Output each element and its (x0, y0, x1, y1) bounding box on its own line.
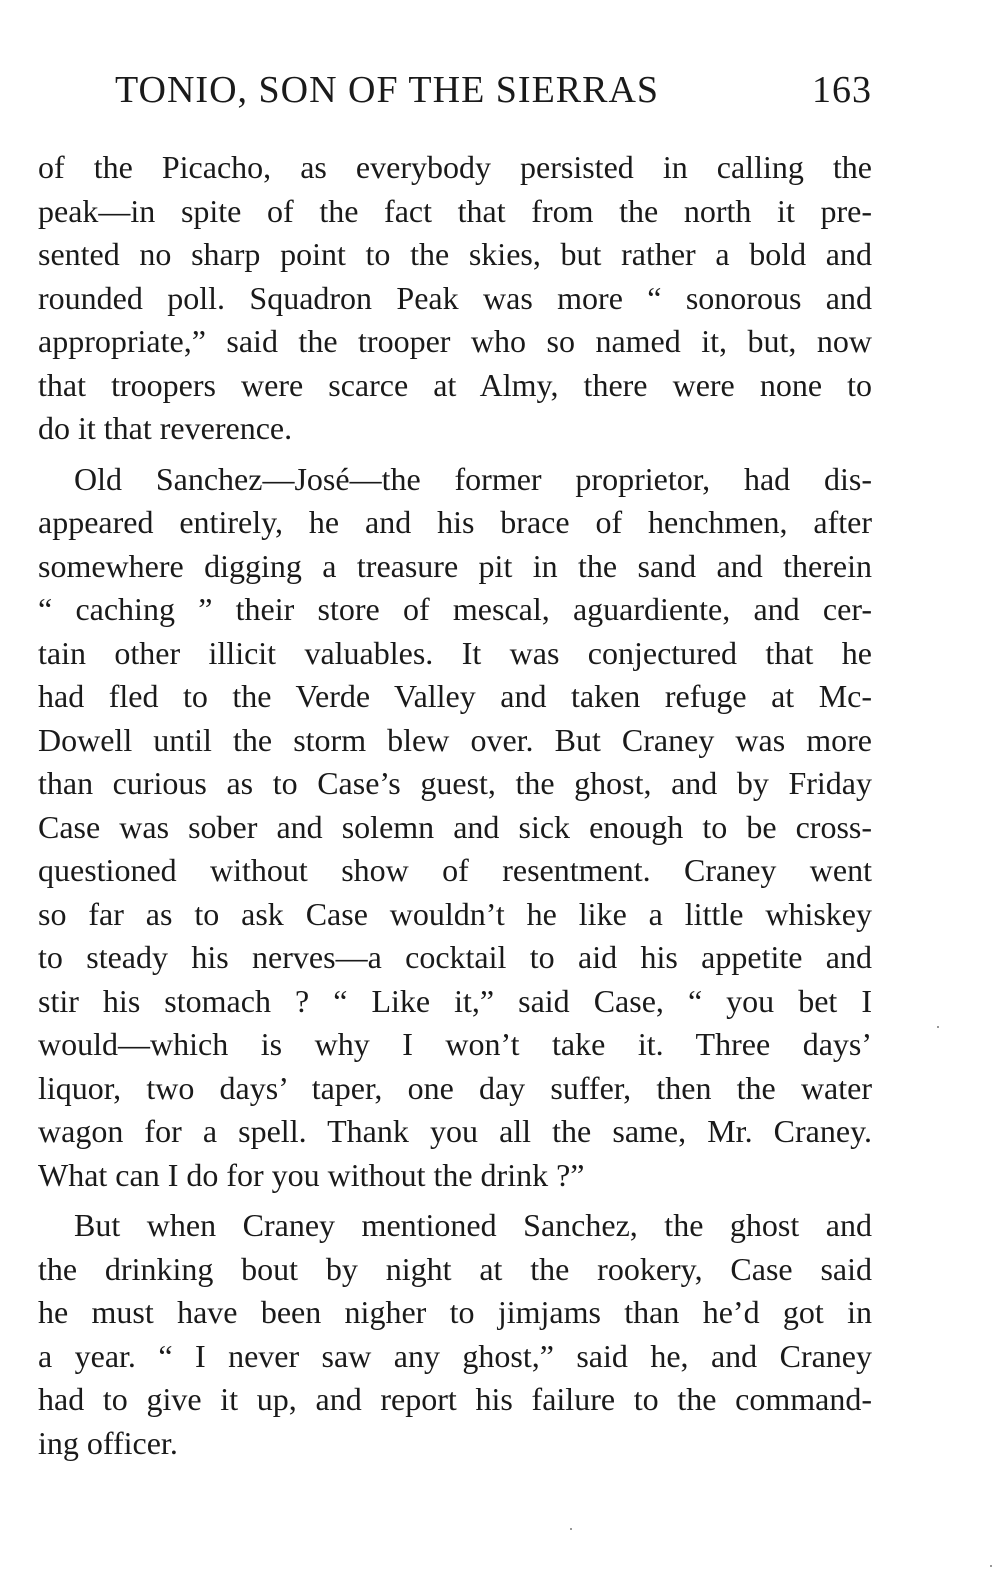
text-line: would—which is why I won’t take it. Three days’ (38, 1026, 872, 1062)
text-line: had fled to the Verde Valley and taken refuge at Mc- (38, 678, 872, 714)
text-line: questioned without show of resentment. Craney went (38, 852, 872, 888)
page-number: 163 (812, 69, 872, 111)
body-text (38, 146, 872, 1472)
text-line: appeared entirely, he and his brace of henchmen, after (38, 504, 872, 540)
paragraph (38, 1204, 872, 1465)
text-line: somewhere digging a treasure pit in the sand and therein (38, 547, 872, 584)
text-line: stir his stomach ? “ Like it,” said Case, “ you bet I (38, 982, 872, 1019)
text-line: wagon for a spell. Thank you all the same, Mr. Craney. (38, 1113, 872, 1149)
text-line: tain other illicit valuables. It was conjectured that he (38, 634, 872, 671)
paragraph (38, 146, 872, 451)
text-line: rounded poll. Squadron Peak was more “ sonorous and (38, 279, 872, 316)
text-line: ing officer. (38, 1424, 178, 1461)
text-line: of the Picacho, as everybody persisted in calling the (38, 149, 872, 185)
text-line: peak—in spite of the fact that from the north it pre- (38, 192, 872, 229)
scan-speck (990, 1565, 992, 1567)
scan-speck (570, 1528, 572, 1530)
text-line: What can I do for you without the drink ?” (38, 1156, 585, 1193)
text-line: Old Sanchez—José—the former proprietor, had dis- (74, 460, 872, 497)
text-line: had to give it up, and report his failure to the command- (38, 1381, 872, 1417)
text-line: But when Craney mentioned Sanchez, the ghost and (74, 1207, 872, 1243)
text-line: a year. “ I never saw any ghost,” said he, and Craney (38, 1337, 872, 1374)
running-title: TONIO, SON OF THE SIERRAS (115, 69, 660, 111)
text-line: “ caching ” their store of mescal, aguardiente, and cer- (38, 591, 872, 627)
text-line: do it that reverence. (38, 410, 293, 446)
text-line: than curious as to Case’s guest, the ghost, and by Friday (38, 765, 872, 801)
text-line: Case was sober and solemn and sick enough to be cross- (38, 808, 872, 845)
text-line: Dowell until the storm blew over. But Craney was more (38, 721, 872, 758)
running-head (115, 66, 872, 114)
text-line: appropriate,” said the trooper who so named it, but, now (38, 323, 872, 359)
text-line: so far as to ask Case wouldn’t he like a little whiskey (38, 895, 872, 932)
paragraph (38, 458, 872, 1198)
text-line: that troopers were scarce at Almy, there were none to (38, 366, 872, 403)
text-line: he must have been nigher to jimjams than he’d got in (38, 1294, 872, 1330)
text-line: liquor, two days’ taper, one day suffer, then the water (38, 1069, 872, 1106)
text-line: sented no sharp point to the skies, but rather a bold and (38, 236, 872, 272)
text-line: the drinking bout by night at the rookery, Case said (38, 1250, 872, 1287)
text-line: to steady his nerves—a cocktail to aid his appetite and (38, 939, 872, 975)
scan-speck (937, 1026, 939, 1028)
